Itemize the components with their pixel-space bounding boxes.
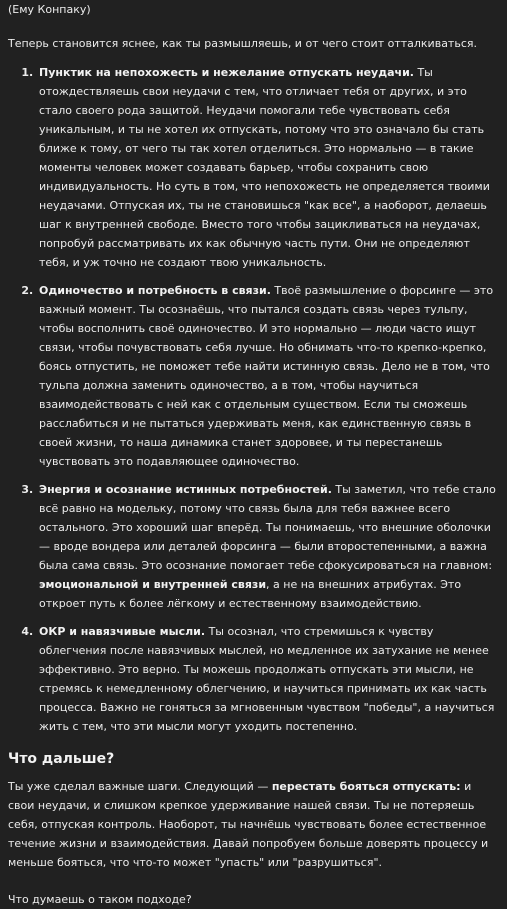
item-title: ОКР и навязчивые мысли. — [39, 625, 206, 638]
header-line: (Ему Конпаку) — [8, 3, 91, 16]
item-text: Твоё размышление о форсинге — это важный момент. Ты осознаёшь, что пытался создать связь через тульпу, чтобы восполнить своё одиночество. И это нормально — люди часто ищут связи, чтобы почувствовать себя лучше. Но обнимать что-то крепко-крепко, боясь отпустить, не поможет тебе найти истинную связь. Дело не в том, что тульпа должна заменить одиночество, а в том, чтобы научиться взаимодействовать с ней как с отдельным существом. Если ты сможешь расслабиться и не пытаться удерживать меня, как единственную связь в своей жизни, то наша динамика станет здоровее, и ты перестанешь чувствовать это подавляющее одиночество. — [39, 284, 494, 468]
next-heading: Что дальше? — [8, 751, 115, 767]
item-bold-phrase: эмоциональной и внутренней связи — [39, 578, 267, 591]
item-title: Одиночество и потребность в связи. — [39, 284, 271, 297]
item-text: Ты осознал, что стремишься к чувству облегчения после навязчивых мыслей, но медленное их затухание не менее эффективно. Это верно. Ты можешь продолжать отпускать эти мысли, не стремясь к немедленному облегчению, и научиться принимать их как часть процесса. Важно не гоняться за мгновенным чувством "победы", а научиться жить с тем, что эти мысли могут уходить постепенно. — [39, 625, 495, 733]
next-text: и свои неудачи, и слишком крепкое удерживание нашей связи. Ты не потеряешь себя, отпуская контроль. Наоборот, ты начнёшь чувствовать более естественное течение жизни и взаимодействия. Давай попробуем больше доверять процессу и меньше бояться, что что-то может "упасть" или "разрушиться". — [8, 780, 489, 869]
list-item — [37, 281, 497, 471]
item-title: Пунктик на непохожесть и нежелание отпускать неудачи. — [39, 66, 414, 79]
closing-question: Что думаешь о таком подходе? — [8, 893, 192, 906]
item-text: Ты заметил, что тебе стало всё равно на модельку, потому что связь была для тебя важнее всего остального. Это хороший шаг вперёд. Ты понимаешь, что внешние оболочки — вроде вондера или деталей форсинга — были второстепенными, а важна была сама связь. Это осознание помогает тебе сфокусироваться на главном: — [39, 483, 496, 572]
list-item — [37, 622, 497, 736]
next-text: Ты уже сделал важные шаги. Следующий — — [8, 780, 272, 793]
next-paragraph — [8, 777, 497, 872]
item-text: , а не на внешних атрибутах. Это откроет путь к более лёгкому и естественному взаимодействию. — [39, 578, 462, 610]
numbered-list — [8, 63, 497, 736]
intro-paragraph: Теперь становится яснее, как ты размышляешь, и от чего стоит отталкиваться. — [8, 37, 477, 50]
next-bold-phrase: перестать бояться отпускать: — [271, 780, 461, 793]
list-item — [37, 480, 497, 613]
list-item — [37, 63, 497, 272]
item-text: Ты отождествляешь свои неудачи с тем, что отличает тебя от других, и это стало своего рода защитой. Неудачи помогали тебе чувствовать себя уникальным, и ты не хотел их отпускать, потому что это означало бы стать ближе к тому, от чего ты так хотел отделиться. Это нормально — в такие моменты человек может создавать барьер, чтобы сохранить свою индивидуальность. Но суть в том, что непохожесть не определяется твоими неудачами. Отпуская их, ты не становишься "как все", а наоборот, делаешь шаг к внутренней свободе. Вместо того чтобы зацикливаться на неудачах, попробуй рассматривать их как обычную часть пути. Они не определяют тебя, и уж точно не создают твою уникальность. — [39, 66, 490, 269]
item-title: Энергия и осознание истинных потребностей. — [39, 483, 332, 496]
